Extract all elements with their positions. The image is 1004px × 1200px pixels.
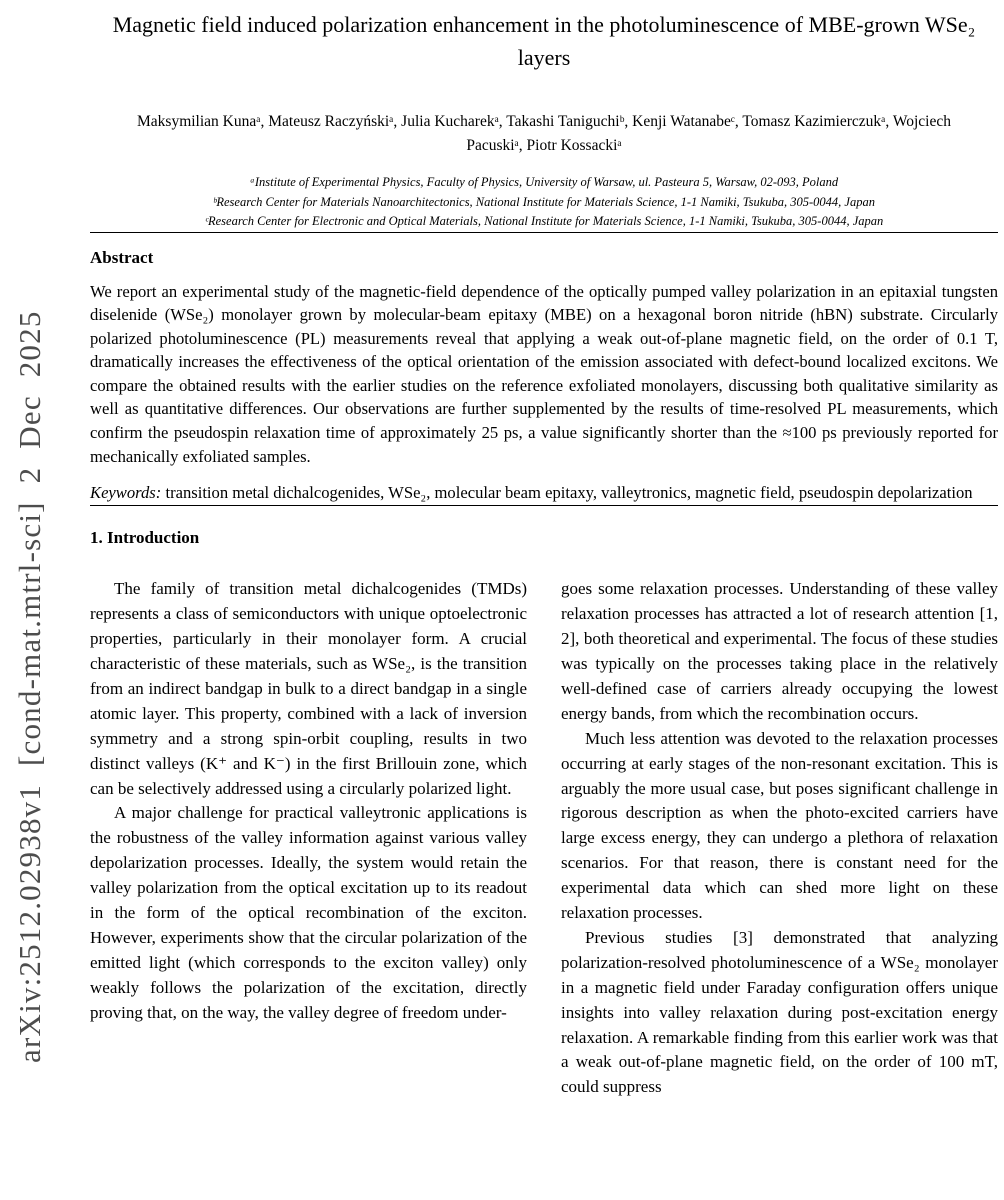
- paragraph: The family of transition metal dichalcogenides (TMDs) represents a class of semiconductors with unique optoelectronic properties, particularly in their monolayer form. A crucial characteristic of these materials, such as WSe₂, is the transition from an indirect bandgap in bulk to a direct bandgap in a single atomic layer. This property, combined with a lack of inversion symmetry and a strong spin-orbit coupling, results in two distinct valleys (K⁺ and K⁻) in the first Brillouin zone, which can be selectively addressed using a circularly polarized light.: [90, 579, 527, 798]
- paragraph: A major challenge for practical valleytronic applications is the robustness of the valley information against various valley depolarization processes. Ideally, the system would retain the valley polarization from the optical excitation up to its readout in the form of the optical recombination of the exciton. However, experiments show that the circular polarization of the emitted light (which corresponds to the exciton valley) only weakly follows the polarization of the excitation, directly proving that, on the way, the valley degree of freedom under-: [90, 803, 527, 1022]
- keywords-text: transition metal dichalcogenides, WSe₂, molecular beam epitaxy, valleytronics, magnetic field, pseudospin depolarization: [165, 483, 973, 503]
- affiliation-line: ᶜResearch Center for Electronic and Optical Materials, National Institute for Materials Science, 1-1 Namiki, Tsukuba, 305-0044, Japan: [204, 214, 884, 228]
- keywords-label: Keywords:: [90, 483, 162, 503]
- abstract-section: [90, 248, 998, 506]
- paper-title: Magnetic field induced polarization enhancement in the photoluminescence of MBE-grown WSe₂ layers: [112, 12, 976, 70]
- introduction-heading: 1. Introduction: [90, 528, 200, 548]
- paragraph: Previous studies [3] demonstrated that analyzing polarization-resolved photoluminescence of a WSe₂ monolayer in a magnetic field under Faraday configuration offers unique insights into valley relaxation during post-excitation energy relaxation. A remarkable finding from this earlier work was that a weak out-of-plane magnetic field, on the order of 100 mT, could suppress: [561, 927, 998, 1097]
- left-column: [90, 577, 527, 1100]
- divider-top: [90, 232, 998, 233]
- abstract-heading: Abstract: [90, 247, 154, 267]
- affiliation-line: ᵃInstitute of Experimental Physics, Faculty of Physics, University of Warsaw, ul. Pasteura 5, Warsaw, 02-093, Poland: [249, 175, 839, 189]
- paragraph: goes some relaxation processes. Understanding of these valley relaxation processes has attracted a lot of research attention [1, 2], both theoretical and experimental. The focus of these studies was typically on the processes taking place in the relatively well-defined case of carriers already occupying the lowest energy bands, from which the recombination occurs.: [561, 579, 998, 723]
- introduction-section: [90, 528, 998, 1100]
- right-column: [561, 577, 998, 1100]
- affiliations: [90, 173, 998, 232]
- author-list: Maksymilian Kunaᵃ, Mateusz Raczyńskiᵃ, Julia Kucharekᵃ, Takashi Taniguchiᵇ, Kenji Watanabeᶜ, Tomasz Kazimierczukᵃ, Wojciech Pacuskiᵃ, Piotr Kossackiᵃ: [137, 113, 951, 154]
- keywords-line: [90, 481, 998, 505]
- affiliation-line: ᵇResearch Center for Materials Nanoarchitectonics, National Institute for Materials Science, 1-1 Namiki, Tsukuba, 305-0044, Japan: [213, 194, 875, 209]
- abstract-text: We report an experimental study of the magnetic-field dependence of the optically pumped valley polarization in an epitaxial tungsten diselenide (WSe₂) monolayer grown by molecular-beam epitaxy (MBE) on a hexagonal boron nitride (hBN) substrate. Circularly polarized photoluminescence (PL) measurements reveal that applying a weak out-of-plane magnetic field, on the order of 0.1 T, dramatically increases the effectiveness of the optical orientation of the emission associated with defect-bound localized excitons. We compare the obtained results with the earlier studies on the reference exfoliated monolayers, discussing both qualitative similarity as well as quantitative differences. Our observations are further supplemented by the results of time-resolved PL measurements, which confirm the pseudospin relaxation time of approximately 25 ps, a value significantly shorter than the ≈100 ps previously reported for mechanically exfoliated samples.: [90, 281, 998, 466]
- paragraph: Much less attention was devoted to the relaxation processes occurring at early stages of the non-resonant excitation. This is arguably the more usual case, but poses significant challenge in rigorous description as when the photo-excited carriers have large excess energy, they can undergo a plethora of relaxation scenarios. For that reason, there is constant need for the experimental data which can shed more light on these relaxation processes.: [561, 728, 998, 923]
- two-column-body: [90, 577, 998, 1100]
- divider-bottom: [90, 505, 998, 506]
- arxiv-stamp: arXiv:2512.02938v1 [cond-mat.mtrl-sci] 2 Dec 2025: [12, 310, 47, 1063]
